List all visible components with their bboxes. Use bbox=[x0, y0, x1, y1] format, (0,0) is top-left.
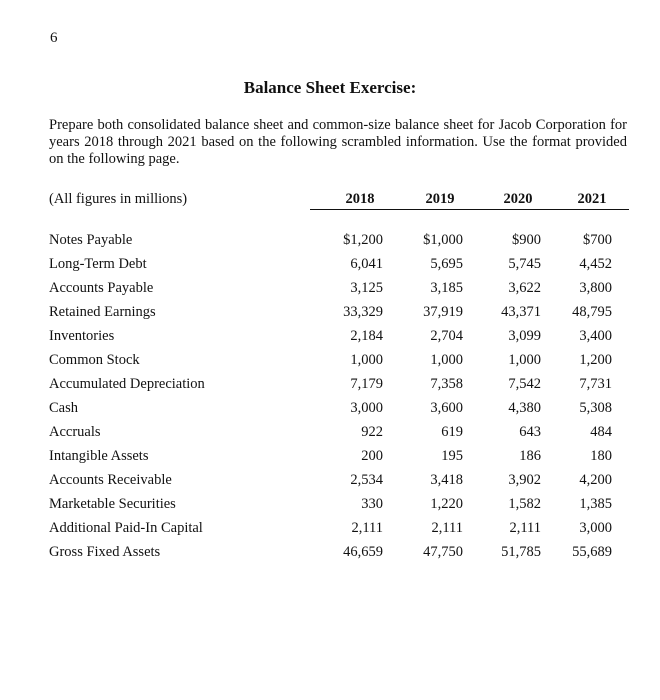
row-label: Intangible Assets bbox=[49, 448, 149, 464]
year-header-2021: 2021 bbox=[577, 191, 607, 207]
row-label: Marketable Securities bbox=[49, 496, 176, 512]
table-row bbox=[49, 352, 629, 376]
value-cell-2018: 1,000 bbox=[350, 352, 383, 368]
row-label: Cash bbox=[49, 400, 78, 416]
value-cell-2021: $700 bbox=[583, 232, 612, 248]
value-cell-2019: $1,000 bbox=[423, 232, 463, 248]
value-cell-2019: 2,111 bbox=[431, 520, 463, 536]
value-cell-2018: 6,041 bbox=[350, 256, 383, 272]
data-table bbox=[49, 232, 629, 568]
row-label: Accumulated Depreciation bbox=[49, 376, 205, 392]
table-row bbox=[49, 544, 629, 568]
value-cell-2021: 484 bbox=[590, 424, 612, 440]
row-label: Retained Earnings bbox=[49, 304, 156, 320]
page-number: 6 bbox=[50, 30, 58, 46]
table-row bbox=[49, 400, 629, 424]
row-label: Accruals bbox=[49, 424, 101, 440]
value-cell-2021: 3,400 bbox=[579, 328, 612, 344]
table-row bbox=[49, 448, 629, 472]
value-cell-2021: 3,800 bbox=[579, 280, 612, 296]
value-cell-2020: $900 bbox=[512, 232, 541, 248]
value-cell-2021: 5,308 bbox=[579, 400, 612, 416]
value-cell-2019: 47,750 bbox=[423, 544, 463, 560]
year-header-2018: 2018 bbox=[345, 191, 375, 207]
value-cell-2019: 7,358 bbox=[430, 376, 463, 392]
row-label: Gross Fixed Assets bbox=[49, 544, 161, 560]
value-cell-2018: 7,179 bbox=[350, 376, 383, 392]
table-row bbox=[49, 232, 629, 256]
table-row bbox=[49, 256, 629, 280]
table-row bbox=[49, 328, 629, 352]
value-cell-2019: 5,695 bbox=[430, 256, 463, 272]
value-cell-2020: 5,745 bbox=[508, 256, 541, 272]
intro-paragraph: Prepare both consolidated balance sheet and common-size balance sheet for Jacob Corporation for years 2018 through 2021 based on the following scrambled information. Use the format provided on the following page. bbox=[49, 117, 627, 167]
value-cell-2020: 43,371 bbox=[501, 304, 541, 320]
value-cell-2018: 330 bbox=[361, 496, 383, 512]
value-cell-2019: 195 bbox=[441, 448, 463, 464]
value-cell-2020: 2,111 bbox=[509, 520, 541, 536]
value-cell-2019: 619 bbox=[441, 424, 463, 440]
value-cell-2018: 3,000 bbox=[350, 400, 383, 416]
value-cell-2018: 33,329 bbox=[343, 304, 383, 320]
value-cell-2019: 3,600 bbox=[430, 400, 463, 416]
value-cell-2018: 2,184 bbox=[350, 328, 383, 344]
table-row bbox=[49, 424, 629, 448]
table-row bbox=[49, 520, 629, 544]
row-label: Long-Term Debt bbox=[49, 256, 147, 272]
value-cell-2021: 7,731 bbox=[579, 376, 612, 392]
header-underline bbox=[310, 209, 629, 210]
table-header bbox=[49, 191, 629, 211]
table-row bbox=[49, 280, 629, 304]
value-cell-2018: 46,659 bbox=[343, 544, 383, 560]
row-label: Common Stock bbox=[49, 352, 140, 368]
value-cell-2020: 186 bbox=[519, 448, 541, 464]
year-header-2019: 2019 bbox=[425, 191, 455, 207]
row-label: Additional Paid-In Capital bbox=[49, 520, 203, 536]
row-label: Accounts Payable bbox=[49, 280, 154, 296]
value-cell-2021: 48,795 bbox=[572, 304, 612, 320]
value-cell-2019: 1,220 bbox=[430, 496, 463, 512]
value-cell-2019: 2,704 bbox=[430, 328, 463, 344]
value-cell-2019: 1,000 bbox=[430, 352, 463, 368]
value-cell-2021: 4,452 bbox=[579, 256, 612, 272]
table-row bbox=[49, 472, 629, 496]
value-cell-2020: 7,542 bbox=[508, 376, 541, 392]
value-cell-2020: 4,380 bbox=[508, 400, 541, 416]
value-cell-2020: 3,099 bbox=[508, 328, 541, 344]
value-cell-2021: 4,200 bbox=[579, 472, 612, 488]
value-cell-2018: 2,111 bbox=[351, 520, 383, 536]
value-cell-2019: 37,919 bbox=[423, 304, 463, 320]
page-title: Balance Sheet Exercise: bbox=[243, 78, 417, 97]
year-header-2020: 2020 bbox=[503, 191, 533, 207]
value-cell-2018: 200 bbox=[361, 448, 383, 464]
value-cell-2021: 1,200 bbox=[579, 352, 612, 368]
value-cell-2018: 922 bbox=[361, 424, 383, 440]
value-cell-2020: 3,902 bbox=[508, 472, 541, 488]
value-cell-2018: 3,125 bbox=[350, 280, 383, 296]
row-label: Accounts Receivable bbox=[49, 472, 172, 488]
value-cell-2019: 3,418 bbox=[430, 472, 463, 488]
value-cell-2018: 2,534 bbox=[350, 472, 383, 488]
value-cell-2018: $1,200 bbox=[343, 232, 383, 248]
value-cell-2021: 3,000 bbox=[579, 520, 612, 536]
value-cell-2021: 180 bbox=[590, 448, 612, 464]
value-cell-2020: 1,582 bbox=[508, 496, 541, 512]
value-cell-2020: 51,785 bbox=[501, 544, 541, 560]
value-cell-2021: 55,689 bbox=[572, 544, 612, 560]
value-cell-2019: 3,185 bbox=[430, 280, 463, 296]
value-cell-2020: 643 bbox=[519, 424, 541, 440]
table-row bbox=[49, 496, 629, 520]
units-label: (All figures in millions) bbox=[49, 191, 188, 207]
value-cell-2020: 3,622 bbox=[508, 280, 541, 296]
value-cell-2021: 1,385 bbox=[579, 496, 612, 512]
value-cell-2020: 1,000 bbox=[508, 352, 541, 368]
row-label: Inventories bbox=[49, 328, 115, 344]
table-row bbox=[49, 304, 629, 328]
row-label: Notes Payable bbox=[49, 232, 133, 248]
table-row bbox=[49, 376, 629, 400]
